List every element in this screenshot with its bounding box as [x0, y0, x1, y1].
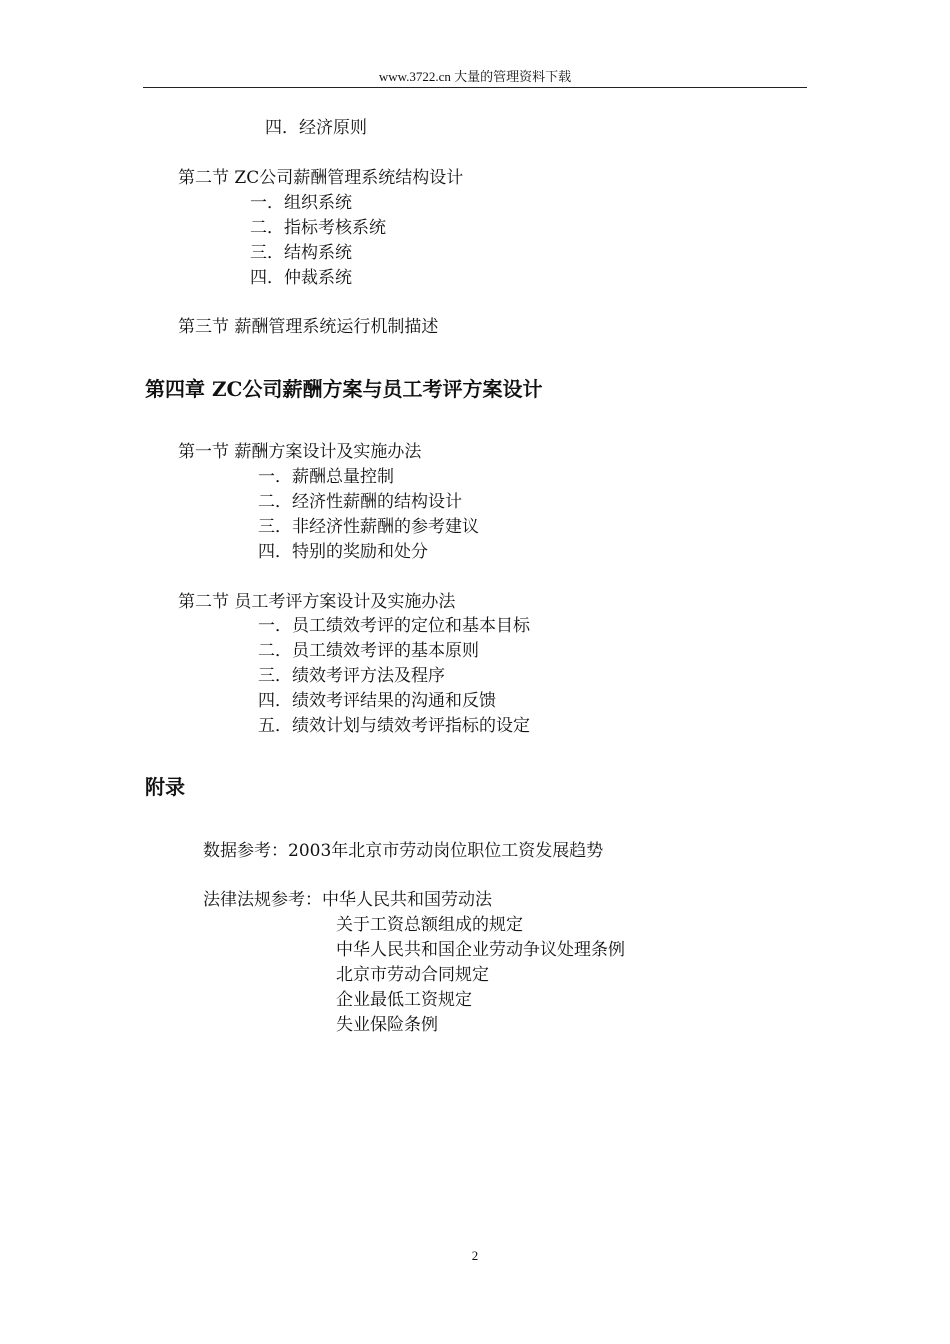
toc-item: 四．绩效考评结果的沟通和反馈 — [258, 691, 496, 711]
toc-section-heading: 第一节 薪酬方案设计及实施办法 — [178, 442, 422, 462]
toc-item: 四．仲裁系统 — [250, 268, 352, 288]
legal-reference-item: 关于工资总额组成的规定 — [336, 915, 523, 935]
legal-reference-item: 失业保险条例 — [336, 1015, 438, 1035]
toc-chapter-heading: 第四章 ZC公司薪酬方案与员工考评方案设计 — [145, 377, 543, 401]
appendix-heading: 附录 — [145, 775, 185, 799]
toc-item: 一．组织系统 — [250, 193, 352, 213]
toc-item: 一．薪酬总量控制 — [258, 467, 394, 487]
page-header: www.3722.cn 大量的管理资料下载 — [378, 69, 572, 84]
toc-item: 四．经济原则 — [265, 118, 367, 138]
toc-item: 三．非经济性薪酬的参考建议 — [258, 517, 479, 537]
legal-reference-item: 企业最低工资规定 — [336, 990, 472, 1010]
page-number: 2 — [471, 1248, 479, 1263]
toc-section-heading: 第三节 薪酬管理系统运行机制描述 — [178, 317, 439, 337]
toc-item: 二．经济性薪酬的结构设计 — [258, 492, 462, 512]
header-divider — [143, 87, 807, 88]
toc-item: 二．员工绩效考评的基本原则 — [258, 641, 479, 661]
toc-item: 二．指标考核系统 — [250, 218, 386, 238]
toc-item: 五．绩效计划与绩效考评指标的设定 — [258, 716, 530, 736]
toc-item: 一．员工绩效考评的定位和基本目标 — [258, 616, 530, 636]
toc-item: 三．结构系统 — [250, 243, 352, 263]
legal-reference-item: 中华人民共和国企业劳动争议处理条例 — [336, 940, 625, 960]
data-reference-line: 数据参考：2003年北京市劳动岗位职位工资发展趋势 — [203, 841, 604, 861]
toc-item: 三．绩效考评方法及程序 — [258, 666, 445, 686]
toc-item: 四．特别的奖励和处分 — [258, 542, 428, 562]
legal-reference-item: 北京市劳动合同规定 — [336, 965, 489, 985]
toc-section-heading: 第二节 员工考评方案设计及实施办法 — [178, 592, 456, 612]
toc-section-heading: 第二节 ZC公司薪酬管理系统结构设计 — [178, 168, 464, 188]
legal-reference-line: 法律法规参考：中华人民共和国劳动法 — [203, 890, 492, 910]
